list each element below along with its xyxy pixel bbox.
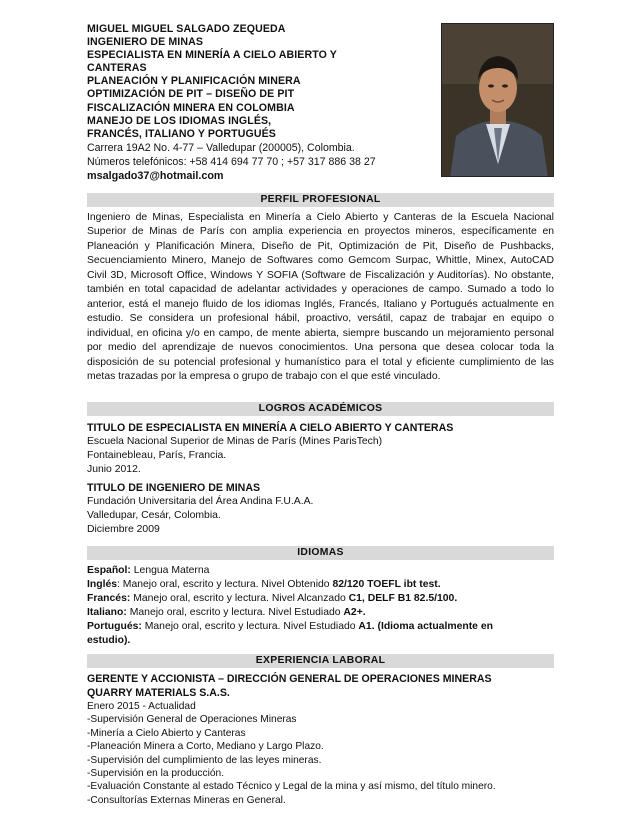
job-task: -Planeación Minera a Corto, Mediano y Largo Plazo. <box>87 741 324 753</box>
language-detail: : Manejo oral, escrito y lectura. Nivel Obtenido <box>117 578 333 590</box>
language-label: Francés: <box>87 592 131 604</box>
title-line: PLANEACIÓN Y PLANIFICACIÓN MINERA <box>87 75 301 88</box>
language-level: A1. (Idioma actualmente en estudio). <box>87 620 493 646</box>
language-detail: Manejo oral, escrito y lectura. Nivel Estudiado <box>141 620 359 632</box>
language-detail: Manejo oral, escrito y lectura. Nivel Alcanzado <box>130 592 349 604</box>
degree-school: Escuela Nacional Superior de Minas de París (Mines ParisTech) <box>87 436 383 447</box>
name-line: MIGUEL MIGUEL SALGADO ZEQUEDA <box>87 23 286 35</box>
language-label: Inglés <box>87 578 118 590</box>
address: Carrera 19A2 No. 4-77 – Valledupar (200005), Colombia. <box>87 141 355 154</box>
language-label: Portugués: <box>87 620 142 632</box>
profile-photo <box>441 23 554 177</box>
degree-place: Fontainebleau, París, Francia. <box>87 449 227 461</box>
language-spanish <box>87 564 554 578</box>
language-level: 82/120 TOEFL ibt test. <box>332 578 441 590</box>
language-french <box>87 592 554 606</box>
job-task: -Supervisión General de Operaciones Mineras <box>87 714 297 726</box>
title-line: ESPECIALISTA EN MINERÍA A CIELO ABIERTO Y <box>87 49 337 62</box>
degree-school: Fundación Universitaria del Área Andina F.U.A.A. <box>87 496 314 507</box>
job-task: -Supervisión en la producción. <box>87 768 225 780</box>
job-task: -Minería a Cielo Abierto y Canteras <box>87 727 246 739</box>
header <box>87 23 427 183</box>
language-label: Italiano: <box>87 606 127 618</box>
language-level: A2+. <box>343 606 366 618</box>
title-line: MANEJO DE LOS IDIOMAS INGLÉS, <box>87 114 272 127</box>
degree-place: Valledupar, Cesár, Colombia. <box>87 509 221 521</box>
languages-list <box>87 564 554 647</box>
degree-entry <box>87 481 554 537</box>
title-line: OPTIMIZACIÓN DE PIT – DISEÑO DE PIT <box>87 88 295 101</box>
perfil-paragraph: Ingeniero de Minas, Especialista en Minería a Cielo Abierto y Canteras de la Escuela Nacional Superior de Minas de París con amplia experiencia en proyectos mineros, específicamente en Planeación y Planificación Minera, Diseño de Pit, Optimización de Pit, Diseño de Pushbacks, Secuenciamiento Minero, Manejo de Softwares como Gemcom Surpac, Whittle, Minex, AutoCAD Civil 3D, Microsoft Office, Windows Y SOFIA (Software de Fiscalización y Auditorías). No obstante, también en total capacidad de adelantar actividades y operaciones de campo. Sumado a todo lo anterior, está el manejo fluido de los idiomas Inglés, Francés, Italiano y Portugués actualmente en estudio. Se considera un profesional hábil, proactivo, versátil, capaz de trabajar en equipo o individual, en oficina y/o en campo, de mente abierta, siempre buscando un mejoramiento personal por medio del aprendizaje de nuevos conocimientos. Una persona que desea colocar toda la disposición de su potencial profesional y humanístico para el total y eficiente cumplimiento de las metas trazadas por la empresa o grupo de trabajo con el que esté vinculado. <box>87 212 554 382</box>
language-italian <box>87 606 554 620</box>
language-detail: Lengua Materna <box>130 565 210 576</box>
title-line: FRANCÉS, ITALIANO Y PORTUGUÉS <box>87 127 276 140</box>
degree-date: Diciembre 2009 <box>87 523 160 535</box>
section-header-perfil: PERFIL PROFESIONAL <box>87 193 554 207</box>
job-role: GERENTE Y ACCIONISTA – DIRECCIÓN GENERAL DE OPERACIONES MINERAS <box>87 673 492 685</box>
job-task: -Consultorías Externas Mineras en General. <box>87 794 286 806</box>
section-header-idiomas: IDIOMAS <box>87 546 554 560</box>
degree-title: TITULO DE INGENIERO DE MINAS <box>87 482 261 494</box>
degree-title: TITULO DE ESPECIALISTA EN MINERÍA A CIELO ABIERTO Y CANTERAS <box>87 422 454 434</box>
email: msalgado37@hotmail.com <box>87 169 224 182</box>
phones: Números telefónicos: +58 414 694 77 70 ; +57 317 886 38 27 <box>87 155 376 168</box>
degree-entry <box>87 421 554 477</box>
language-label: Español: <box>87 565 131 576</box>
title-line: CANTERAS <box>87 62 147 75</box>
language-detail: Manejo oral, escrito y lectura. Nivel Estudiado <box>126 606 344 618</box>
section-header-experiencia: EXPERIENCIA LABORAL <box>87 654 554 668</box>
language-english <box>87 578 554 592</box>
job-task: -Evaluación Constante al estado Técnico y Legal de la mina y así mismo, del título minero. <box>87 781 496 793</box>
language-level: C1, DELF B1 82.5/100. <box>348 592 458 604</box>
title-line: INGENIERO DE MINAS <box>87 36 203 49</box>
language-portuguese <box>87 620 537 648</box>
job-period: Enero 2015 - Actualidad <box>87 701 196 712</box>
title-line: FISCALIZACIÓN MINERA EN COLOMBIA <box>87 101 295 114</box>
person-photo-icon <box>442 24 554 177</box>
job-task: -Supervisión del cumplimiento de las leyes mineras. <box>87 754 322 766</box>
section-header-logros: LOGROS ACADÉMICOS <box>87 402 554 416</box>
job-company: QUARRY MATERIALS S.A.S. <box>87 687 230 699</box>
job-entry <box>87 672 554 807</box>
degree-date: Junio 2012. <box>87 463 141 475</box>
